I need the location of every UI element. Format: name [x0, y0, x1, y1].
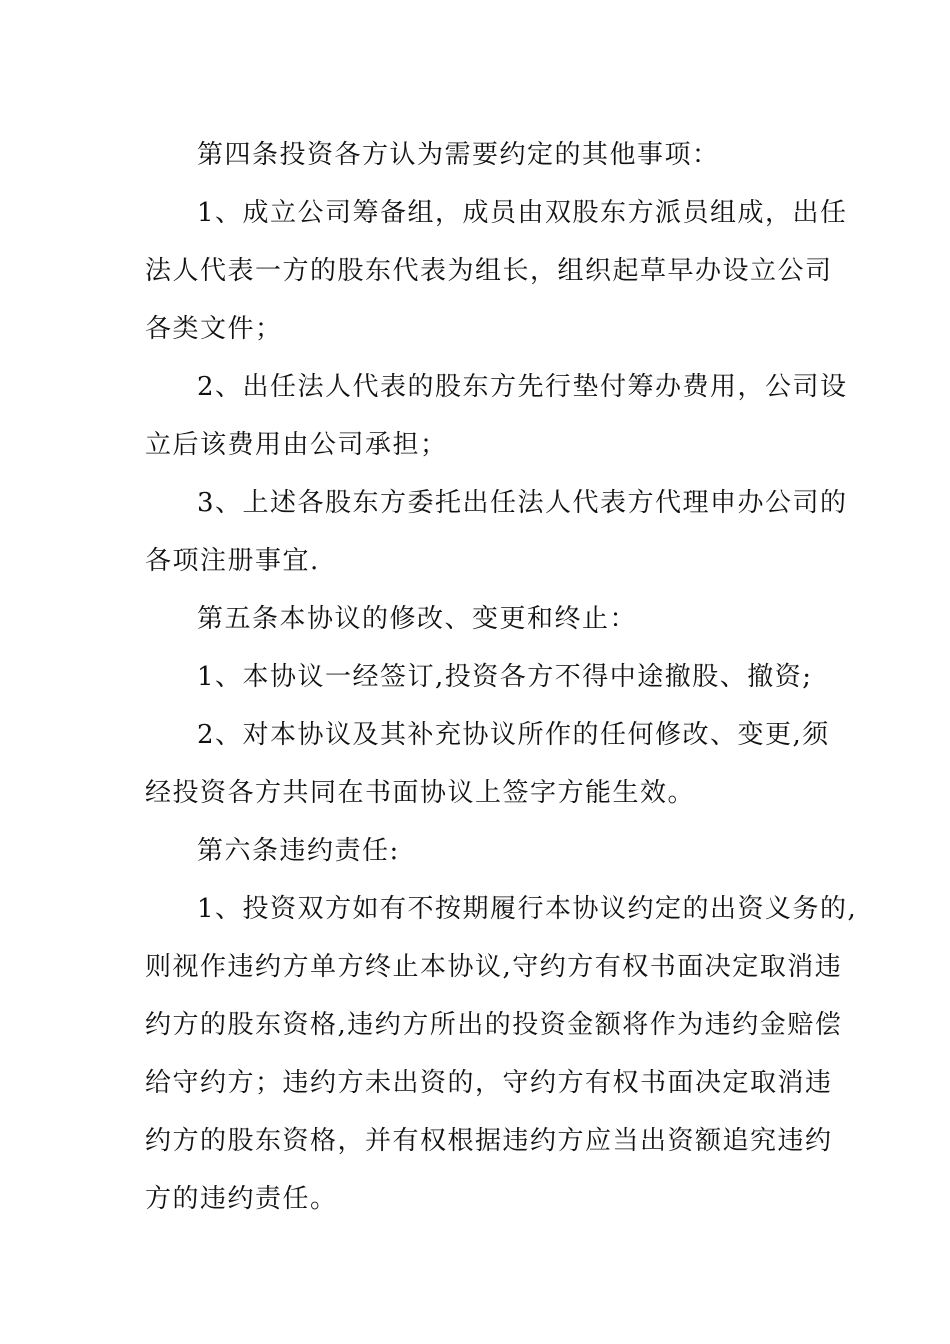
- article-4-item-1-line-3: 各类文件；: [145, 314, 283, 344]
- article-4-item-3-line-2: 各项注册事宜.: [145, 546, 320, 576]
- article-4-item-1-line-1: 1、成立公司筹备组，成员由双股东方派员组成，出任: [197, 198, 848, 228]
- article-6-item-1-line-4: 给守约方；违约方未出资的，守约方有权书面决定取消违: [145, 1068, 833, 1098]
- article-4-item-3-line-1: 3、上述各股东方委托出任法人代表方代理申办公司的: [197, 488, 848, 518]
- article-6-item-1-line-5: 约方的股东资格，并有权根据违约方应当出资额追究违约: [145, 1126, 833, 1156]
- article-5-item-2-line-2: 经投资各方共同在书面协议上签字方能生效。: [145, 778, 696, 808]
- article-5-heading: 第五条本协议的修改、变更和终止：: [197, 604, 638, 634]
- article-6-item-1-line-2: 则视作违约方单方终止本协议,守约方有权书面决定取消违: [145, 952, 843, 982]
- article-4-item-2-line-1: 2、出任法人代表的股东方先行垫付筹办费用，公司设: [197, 372, 848, 402]
- article-6-item-1-line-6: 方的违约责任。: [145, 1184, 338, 1214]
- article-4-item-1-line-2: 法人代表一方的股东代表为组长，组织起草早办设立公司: [145, 256, 833, 286]
- article-4-item-2-line-2: 立后该费用由公司承担；: [145, 430, 448, 460]
- article-6-heading: 第六条违约责任:: [197, 836, 400, 866]
- article-5-item-2-line-1: 2、对本协议及其补充协议所作的任何修改、变更,须: [197, 720, 830, 750]
- article-6-item-1-line-1: 1、投资双方如有不按期履行本协议约定的出资义务的,: [197, 894, 858, 924]
- article-5-item-1: 1、本协议一经签订,投资各方不得中途撤股、撤资;: [197, 662, 813, 692]
- article-4-heading: 第四条投资各方认为需要约定的其他事项：: [197, 140, 720, 170]
- article-6-item-1-line-3: 约方的股东资格,违约方所出的投资金额将作为违约金赔偿: [145, 1010, 843, 1040]
- document-body: [145, 126, 858, 1228]
